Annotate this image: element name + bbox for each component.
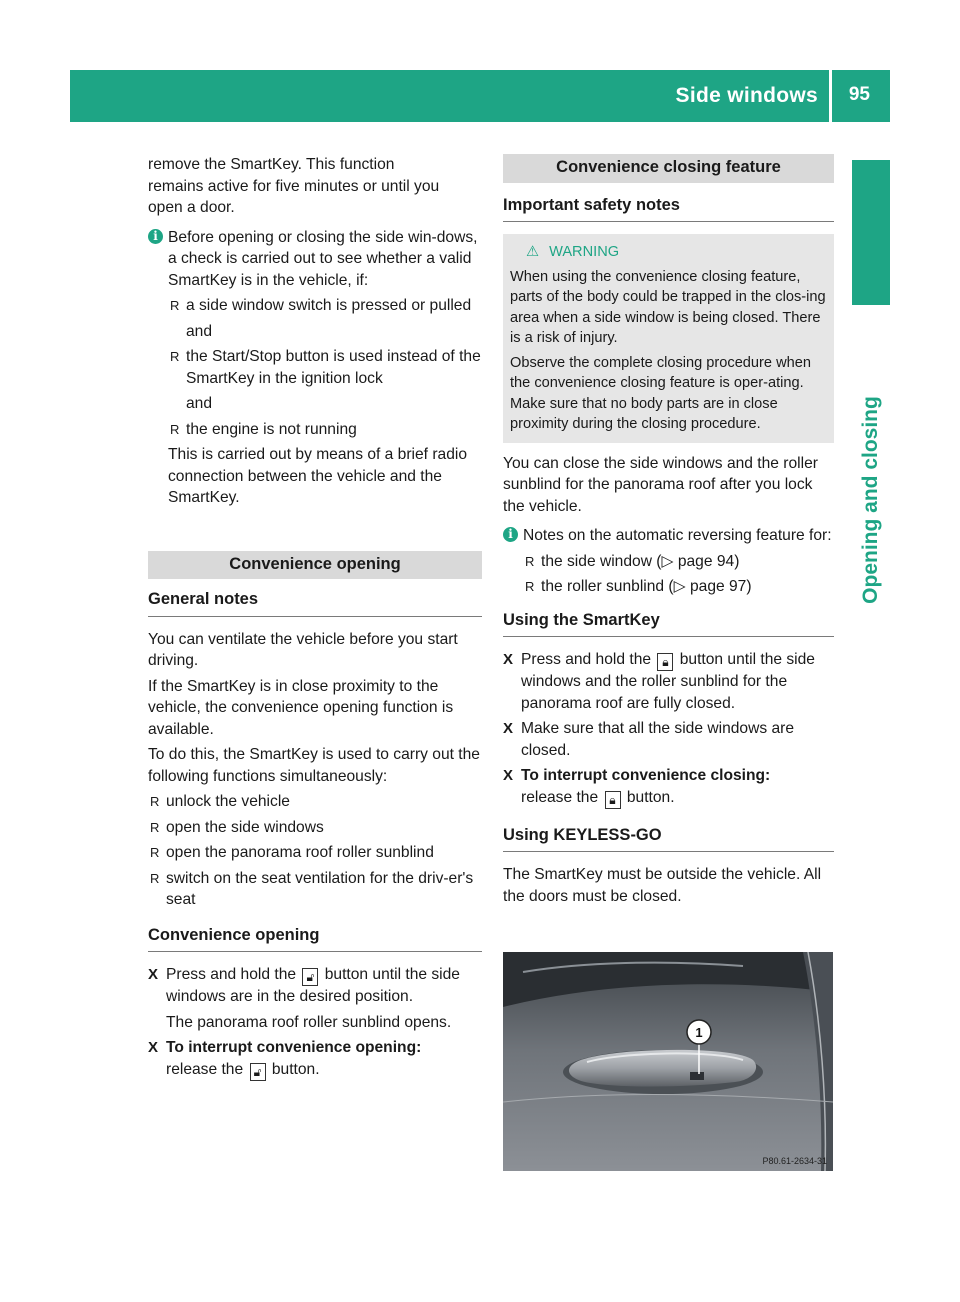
bullet-text: the roller sunblind ( <box>541 578 674 595</box>
bullet-conjunction: and <box>186 395 213 412</box>
instruction-step <box>148 1037 482 1081</box>
list-item <box>148 791 482 813</box>
warning-box <box>503 234 834 443</box>
bullet-text: open the panorama roof roller sunblind <box>166 844 434 861</box>
subheading: Using the SmartKey <box>503 610 834 638</box>
lock-button-icon: 🔒︎ <box>605 791 621 809</box>
paragraph: You can close the side windows and the roller sunblind for the panorama roof after you lock the vehicle. <box>503 454 818 515</box>
page-reference-link[interactable]: page 94) <box>677 552 740 570</box>
info-note <box>503 525 834 547</box>
info-text: Before opening or closing the side win-dows, a check is carried out to see whether a valid SmartKey is in the vehicle, if: <box>168 228 478 289</box>
warning-label: WARNING <box>549 244 620 260</box>
step-text: Make sure that all the side windows are closed. <box>521 720 795 759</box>
bullet-marker-icon: R <box>525 579 535 594</box>
bullet-marker-icon: R <box>525 553 535 569</box>
page-ref-arrow-icon: ▷︎ <box>661 552 674 570</box>
step-arrow-icon: X <box>503 651 514 668</box>
intro-line: remains active for five minutes or until you <box>148 177 440 195</box>
bullet-text: unlock the vehicle <box>166 793 290 810</box>
bullet-marker-icon: R <box>170 349 180 364</box>
step-arrow-icon: X <box>148 1039 159 1056</box>
chapter-label: Opening and closing <box>859 396 882 604</box>
subheading: Using KEYLESS-GO <box>503 825 834 853</box>
section-title: Convenience closing feature <box>503 154 834 183</box>
list-item <box>148 817 482 839</box>
chapter-tab <box>852 160 890 305</box>
bullet-text: open the side windows <box>166 818 324 836</box>
instruction-step <box>503 718 834 761</box>
list-item <box>148 295 482 342</box>
instruction-step <box>503 765 834 809</box>
page-header <box>70 70 890 122</box>
bullet-marker-icon: R <box>150 794 160 809</box>
bullet-text: the Start/Stop button is used instead of the SmartKey in the ignition lock <box>186 348 481 387</box>
step-arrow-icon: X <box>503 767 514 784</box>
step-title: To interrupt convenience opening: <box>166 1039 422 1056</box>
page-number: 95 <box>848 84 870 105</box>
list-item <box>148 868 482 911</box>
step-note: The panorama roof roller sunblind opens. <box>166 1013 452 1031</box>
subheading: Convenience opening <box>148 925 482 953</box>
info-note <box>148 227 482 292</box>
list-item <box>503 576 834 598</box>
intro-line: open a door. <box>148 199 235 216</box>
bullet-text: the side window ( <box>541 552 662 570</box>
photo-code: P80.61-2634-31 <box>762 1156 827 1166</box>
callout-number: 1 <box>695 1025 703 1040</box>
step-title: To interrupt convenience closing: <box>521 767 771 784</box>
list-item <box>148 346 482 415</box>
instruction-step <box>148 964 482 1008</box>
unlock-button-icon: 🔓︎ <box>250 1063 266 1081</box>
subheading: Important safety notes <box>503 195 834 223</box>
intro-line: remove the SmartKey. This function <box>148 156 395 173</box>
section-title: Convenience opening <box>148 551 482 580</box>
step-text: button. <box>271 1060 320 1078</box>
unlock-button-icon: 🔓︎ <box>302 968 318 986</box>
warning-text: Observe the complete closing procedure when the convenience closing feature is oper-ating. Make sure that no body parts are in close proximity during the closing procedure. <box>510 354 811 432</box>
bullet-text: the engine is not running <box>186 420 357 438</box>
header-title: Side windows <box>675 84 818 107</box>
paragraph: You can ventilate the vehicle before you start driving. <box>148 630 458 669</box>
bullet-text: switch on the seat ventilation for the driv-er's seat <box>166 869 474 908</box>
step-arrow-icon: X <box>503 720 514 737</box>
instruction-step <box>503 649 834 714</box>
left-column <box>148 154 482 1085</box>
bullet-marker-icon: R <box>170 298 180 313</box>
step-text: Press and hold the <box>166 966 297 983</box>
door-handle-photo <box>503 952 833 1171</box>
warning-triangle-icon: ⚠︎ <box>526 244 540 260</box>
list-item <box>503 551 834 573</box>
step-text: button until the side windows and the roller sunblind for the panorama roof are fully closed. <box>521 651 815 712</box>
bullet-conjunction: and <box>186 322 213 340</box>
page-reference-link[interactable]: page 97) <box>689 578 752 595</box>
bullet-marker-icon: R <box>150 870 160 886</box>
door-handle-illustration <box>503 952 833 1171</box>
paragraph: If the SmartKey is in close proximity to the vehicle, the convenience opening function is available. <box>148 677 454 738</box>
warning-text: When using the convenience closing feature, parts of the body could be trapped in the clos-ing area when a side window is being closed. There is a risk of injury. <box>510 268 826 346</box>
bullet-marker-icon: R <box>150 845 160 860</box>
header-divider <box>829 70 832 122</box>
info-closing: This is carried out by means of a brief radio connection between the vehicle and the SmartKey. <box>168 446 468 506</box>
page-ref-arrow-icon: ▷︎ <box>673 578 686 595</box>
info-icon: i <box>503 527 518 542</box>
step-text: button until the side windows are in the desired position. <box>166 966 460 1005</box>
bullet-text: a side window switch is pressed or pulled <box>186 297 472 314</box>
step-text: button. <box>626 788 675 806</box>
paragraph: The SmartKey must be outside the vehicle. All the doors must be closed. <box>503 866 822 905</box>
warning-header <box>510 242 827 263</box>
step-text: release the <box>521 788 599 806</box>
bullet-marker-icon: R <box>150 819 160 835</box>
info-icon: i <box>148 229 163 244</box>
step-text: release the <box>166 1060 244 1078</box>
subheading: General notes <box>148 589 482 617</box>
step-arrow-icon: X <box>148 966 159 983</box>
step-text: Press and hold the <box>521 651 652 668</box>
list-item <box>148 419 482 441</box>
bullet-marker-icon: R <box>170 421 180 437</box>
paragraph: To do this, the SmartKey is used to carry out the following functions simultaneously: <box>148 746 480 785</box>
lock-button-icon: 🔒︎ <box>657 653 673 671</box>
list-item <box>148 842 482 864</box>
info-text: Notes on the automatic reversing feature for: <box>523 527 832 544</box>
right-column <box>503 154 834 911</box>
